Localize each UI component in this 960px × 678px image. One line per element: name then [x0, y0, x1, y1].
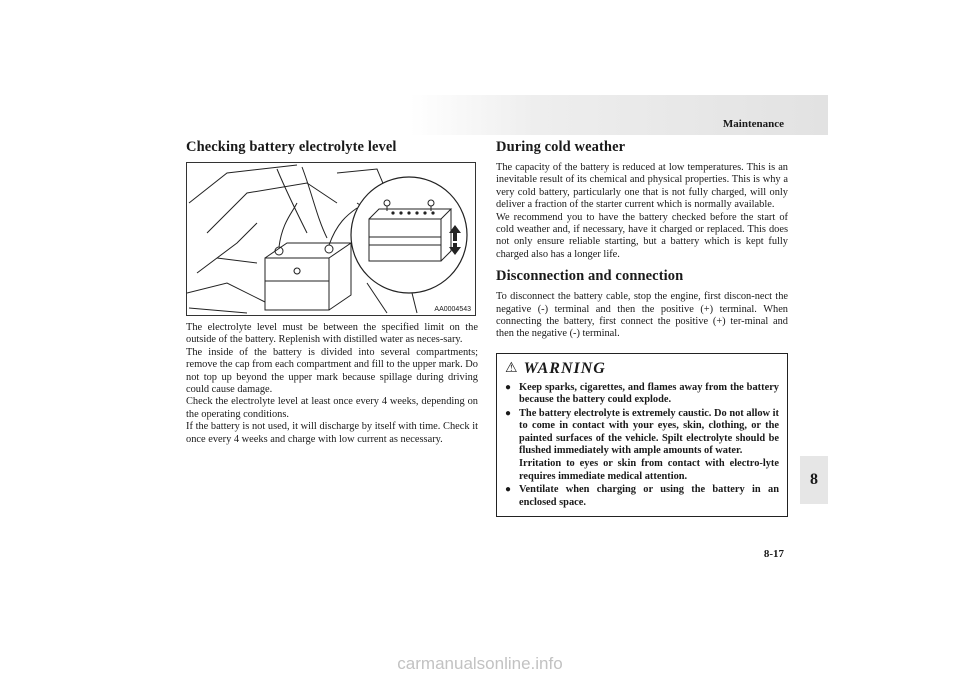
- warning-triangle-icon: ⚠: [505, 360, 518, 376]
- warning-item: ● The battery electrolyte is extremely caustic. Do not allow it to come in contact with your eyes, skin, clothing, or the painted surfaces of the vehicle. Spilt electrolyte should be flushed immediately with ample amounts of water.: [505, 407, 779, 456]
- warning-header: [497, 354, 606, 380]
- paragraph: The capacity of the battery is reduced at low temperatures. This is an inevitable result of its chemical and physical properties. This is why a very cold battery, particularly one that is not fully charged, will only deliver a fraction of the starter current which is normally available.: [496, 162, 788, 211]
- warning-box: [496, 353, 788, 517]
- warning-item: ● Ventilate when charging or using the battery in an enclosed space.: [505, 484, 779, 508]
- engine-bay-battery-drawing: [187, 163, 475, 315]
- battery-illustration: [186, 162, 476, 316]
- bullet-icon: ●: [505, 381, 512, 393]
- warning-title: WARNING: [523, 359, 606, 377]
- paragraph: The inside of the battery is divided into several compartments; remove the cap from each compartment and fill to the upper mark. Do not top up beyond the upper mark because spillage during driving could cause damage.: [186, 346, 478, 396]
- paragraph: If the battery is not used, it will discharge by itself with time. Check it once every 4 weeks and charge with low current as necessary.: [186, 421, 478, 445]
- right-column: [496, 138, 788, 517]
- heading-disconnection: Disconnection and connection: [496, 268, 684, 285]
- left-column: [186, 138, 478, 446]
- figure-code: AA0004543: [434, 306, 471, 313]
- heading-battery-electrolyte: Checking battery electrolyte level: [186, 139, 397, 155]
- paragraph: Check the electrolyte level at least once every 4 weeks, depending on the operating conditions.: [186, 396, 478, 420]
- bullet-icon: ●: [505, 484, 512, 496]
- section-title: Maintenance: [722, 118, 784, 130]
- paragraph: To disconnect the battery cable, stop the engine, first discon-nect the negative (-) terminal and then the positive (+) terminal. When connecting the battery, first connect the positive (+) ter-minal and then the negative (-) terminal.: [496, 291, 788, 340]
- heading-cold-weather: During cold weather: [496, 139, 626, 155]
- page-number: 8-17: [763, 548, 784, 560]
- paragraph: We recommend you to have the battery checked before the start of cold weather and, if necessary, have it charged or replaced. This does not only ensure reliable starting, but a battery which is kept fully charged also has a longer life.: [496, 211, 788, 260]
- paragraph: The electrolyte level must be between the specified limit on the outside of the battery. Replenish with distilled water as neces-sary.: [186, 322, 478, 346]
- warning-item: ● Keep sparks, cigarettes, and flames away from the battery because the battery could explode.: [505, 381, 779, 406]
- warning-item: Irritation to eyes or skin from contact with electro-lyte requires immediate medical attention.: [519, 458, 779, 482]
- bullet-icon: ●: [505, 407, 512, 419]
- watermark: carmanualsonline.info: [397, 654, 563, 673]
- chapter-tab: 8: [800, 456, 828, 504]
- warning-list: [497, 382, 787, 509]
